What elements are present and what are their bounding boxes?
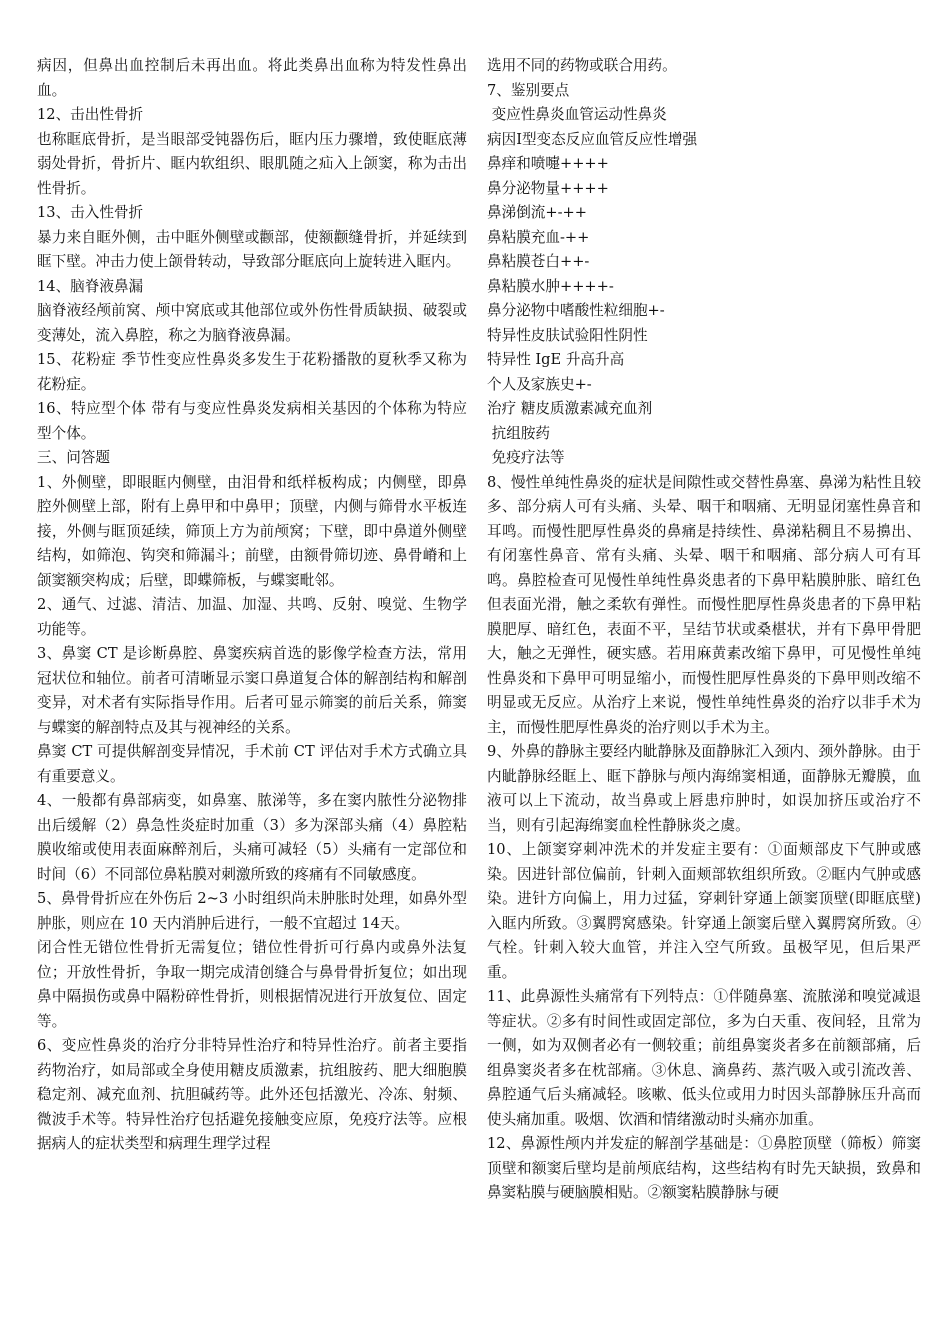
right-column-paragraph: 10、上颌窦穿刺冲洗术的并发症主要有：①面颊部皮下气肿或感染。因进针部位偏前，针刺入面颊部软组织所致。②眶内气肿或感染。进针方向偏上，用力过猛，穿刺针穿通上颌窦顶壁(即眶底壁)入眶内所致。③翼腭窝感染。针穿通上颌窦后壁入翼腭窝所致。④气栓。针刺入较大血管，并注入空气所致。虽极罕见，但后果严重。: [487, 841, 921, 981]
left-column-paragraph: 6、变应性鼻炎的治疗分非特异性治疗和特异性治疗。前者主要指药物治疗，如局部或全身使用糖皮质激素，抗组胺药、肥大细胞膜稳定剂、减充血剂、抗胆碱药等。此外还包括激光、冷冻、射频、微波手术等。特异性治疗包括避免接触变应原，免疫疗法等。应根据病人的症状类型和病理生理学过程: [37, 1037, 467, 1152]
right-column-paragraph: 9、外鼻的静脉主要经内眦静脉及面静脉汇入颈内、颈外静脉。由于内眦静脉经眶上、眶下静脉与颅内海绵窦相通，面静脉无瓣膜，血液可以上下流动，故当鼻或上唇患疖肿时，如误加挤压或治疗不当，则有引起海绵窦血栓性静脉炎之虞。: [487, 743, 921, 834]
left-column-paragraph: 15、花粉症 季节性变应性鼻炎多发生于花粉播散的夏秋季又称为花粉症。: [37, 351, 467, 393]
left-column-paragraph: 12、击出性骨折: [37, 106, 144, 123]
right-column-paragraph: 变应性鼻炎血管运动性鼻炎: [487, 106, 667, 123]
right-column-paragraph: 鼻痒和喷嚏++++: [487, 155, 609, 172]
left-column-paragraph: 暴力来自眶外侧，击中眶外侧壁或颧部，使额颧缝骨折，并延续到眶下壁。冲击力使上颌骨转动，导致部分眶底向上旋转进入眶内。: [37, 228, 467, 270]
right-column-paragraph: 鼻粘膜水肿++++-: [487, 277, 614, 295]
right-column-paragraph: 鼻分泌物量++++: [487, 179, 609, 197]
right-column-paragraph: 鼻粘膜苍白++-: [487, 253, 590, 270]
right-column-paragraph: 治疗 糖皮质激素减充血剂: [487, 400, 653, 417]
left-column-paragraph: 13、击入性骨折: [37, 204, 144, 221]
left-column-paragraph: 闭合性无错位性骨折无需复位；错位性骨折可行鼻内或鼻外法复位；开放性骨折，争取一期完成清创缝合与鼻骨骨折复位；如出现鼻中隔损伤或鼻中隔粉碎性骨折，则根据情况进行开放复位、固定等。: [37, 939, 467, 1030]
left-column-paragraph: 鼻窦 CT 可提供解剖变异情况，手术前 CT 评估对手术方式确立具有重要意义。: [37, 743, 467, 785]
right-column-paragraph: 11、此鼻源性头痛常有下列特点：①伴随鼻塞、流脓涕和嗅觉减退等症状。②多有时间性或固定部位，多为白天重、夜间轻，且常为一侧，如为双侧者必有一侧较重；前组鼻窦炎者多在前额部痛，后组鼻窦炎者多在枕部痛。③休息、滴鼻药、蒸汽吸入或引流改善、鼻腔通气后头痛减轻。咳嗽、低头位或用力时因头部静脉压升高而使头痛加重。吸烟、饮酒和情绪激动时头痛亦加重。: [487, 988, 921, 1128]
left-column-paragraph: 5、鼻骨骨折应在外伤后 2~3 小时组织尚未肿胀时处理，如鼻外型肿胀，则应在 10 天内消肿后进行，一般不宜超过 14天。: [37, 890, 467, 932]
right-column-paragraph: 7、鉴别要点: [487, 81, 570, 99]
right-column-paragraph: 鼻分泌物中嗜酸性粒细胞+-: [487, 302, 665, 319]
left-column-paragraph: 三、问答题: [37, 449, 110, 466]
left-column-paragraph: 也称眶底骨折，是当眼部受钝器伤后，眶内压力骤增，致使眶底薄弱处骨折，骨折片、眶内软组织、眼肌随之疝入上颌窦，称为击出性骨折。: [37, 130, 467, 197]
right-column: [487, 54, 921, 1206]
left-column-paragraph: 4、一般都有鼻部病变，如鼻塞、脓涕等，多在窦内脓性分泌物排出后缓解（2）鼻急性炎症时加重（3）多为深部头痛（4）鼻腔粘膜收缩或使用表面麻醉剂后，头痛可减轻（5）头痛有一定部位和时间（6）不同部位鼻粘膜对刺激所致的疼痛有不同敏感度。: [37, 792, 467, 883]
right-column-paragraph: 抗组胺药: [487, 424, 551, 442]
left-column-paragraph: 病因，但鼻出血控制后未再出血。将此类鼻出血称为特发性鼻出血。: [37, 57, 467, 99]
right-column-paragraph: 特异性皮肤试验阳性阴性: [487, 326, 648, 344]
left-column: [37, 54, 467, 1157]
left-column-paragraph: 3、鼻窦 CT 是诊断鼻腔、鼻窦疾病首选的影像学检查方法，常用冠状位和轴位。前者可清晰显示窦口鼻道复合体的解剖结构和解剖变异，对术者有实际指导作用。后者可显示筛窦的前后关系，筛窦与蝶窦的解剖特点及其与视神经的关系。: [37, 645, 467, 736]
right-column-paragraph: 病因Ⅰ型变态反应血管反应性增强: [487, 130, 698, 148]
right-column-paragraph: 12、鼻源性颅内并发症的解剖学基础是：①鼻腔顶壁（筛板）筛窦顶壁和额窦后壁均是前颅底结构，这些结构有时先天缺损，致鼻和鼻窦粘膜与硬脑膜相贴。②额窦粘膜静脉与硬: [487, 1135, 921, 1201]
left-column-paragraph: 1、外侧壁，即眼眶内侧壁，由泪骨和纸样板构成；内侧壁，即鼻腔外侧壁上部，附有上鼻甲和中鼻甲；顶壁，内侧与筛骨水平板连接，外侧与眶顶延续，筛顶上方为前颅窝；下壁，即中鼻道外侧壁结构，如筛泡、钩突和筛漏斗；前壁，由额骨筛切迹、鼻骨嵴和上颌窦额突构成；后壁，即蝶筛板，与蝶窦毗邻。: [37, 473, 467, 589]
right-column-paragraph: 个人及家族史+-: [487, 375, 592, 393]
left-column-paragraph: 脑脊液经颅前窝、颅中窝底或其他部位或外伤性骨质缺损、破裂或变薄处，流入鼻腔，称之为脑脊液鼻漏。: [37, 302, 467, 344]
right-column-paragraph: 鼻涕倒流+-++: [487, 204, 587, 221]
left-column-paragraph: 16、特应型个体 带有与变应性鼻炎发病相关基因的个体称为特应型个体。: [37, 400, 467, 442]
left-column-paragraph: 2、通气、过滤、清洁、加温、加湿、共鸣、反射、嗅觉、生物学功能等。: [37, 596, 467, 638]
right-column-paragraph: 选用不同的药物或联合用药。: [487, 57, 677, 74]
left-column-paragraph: 14、脑脊液鼻漏: [37, 277, 144, 295]
right-column-paragraph: 免疫疗法等: [487, 449, 565, 466]
right-column-paragraph: 鼻粘膜充血-++: [487, 228, 590, 246]
right-column-paragraph: 特异性 IgE 升高升高: [487, 351, 625, 368]
right-column-paragraph: 8、慢性单纯性鼻炎的症状是间隙性或交替性鼻塞、鼻涕为粘性且较多、部分病人可有头痛、头晕、咽干和咽痛、无明显闭塞性鼻音和耳鸣。而慢性肥厚性鼻炎的鼻痛是持续性、鼻涕粘稠且不易擤出、有闭塞性鼻音、常有头痛、头晕、咽干和咽痛、部分病人可有耳鸣。鼻腔检查可见慢性单纯性鼻炎患者的下鼻甲粘膜肿胀、暗红色但表面光滑，触之柔软有弹性。而慢性肥厚性鼻炎患者的下鼻甲粘膜肥厚、暗红色，表面不平，呈结节状或桑椹状，并有下鼻甲骨肥大，触之无弹性，硬实感。若用麻黄素改缩下鼻甲，可见慢性单纯性鼻炎和下鼻甲可明显缩小，而慢性肥厚性鼻炎的下鼻甲则改缩不明显或无反应。从治疗上来说，慢性单纯性鼻炎的治疗以非手术为主，而慢性肥厚性鼻炎的治疗则以手术为主。: [487, 473, 921, 736]
